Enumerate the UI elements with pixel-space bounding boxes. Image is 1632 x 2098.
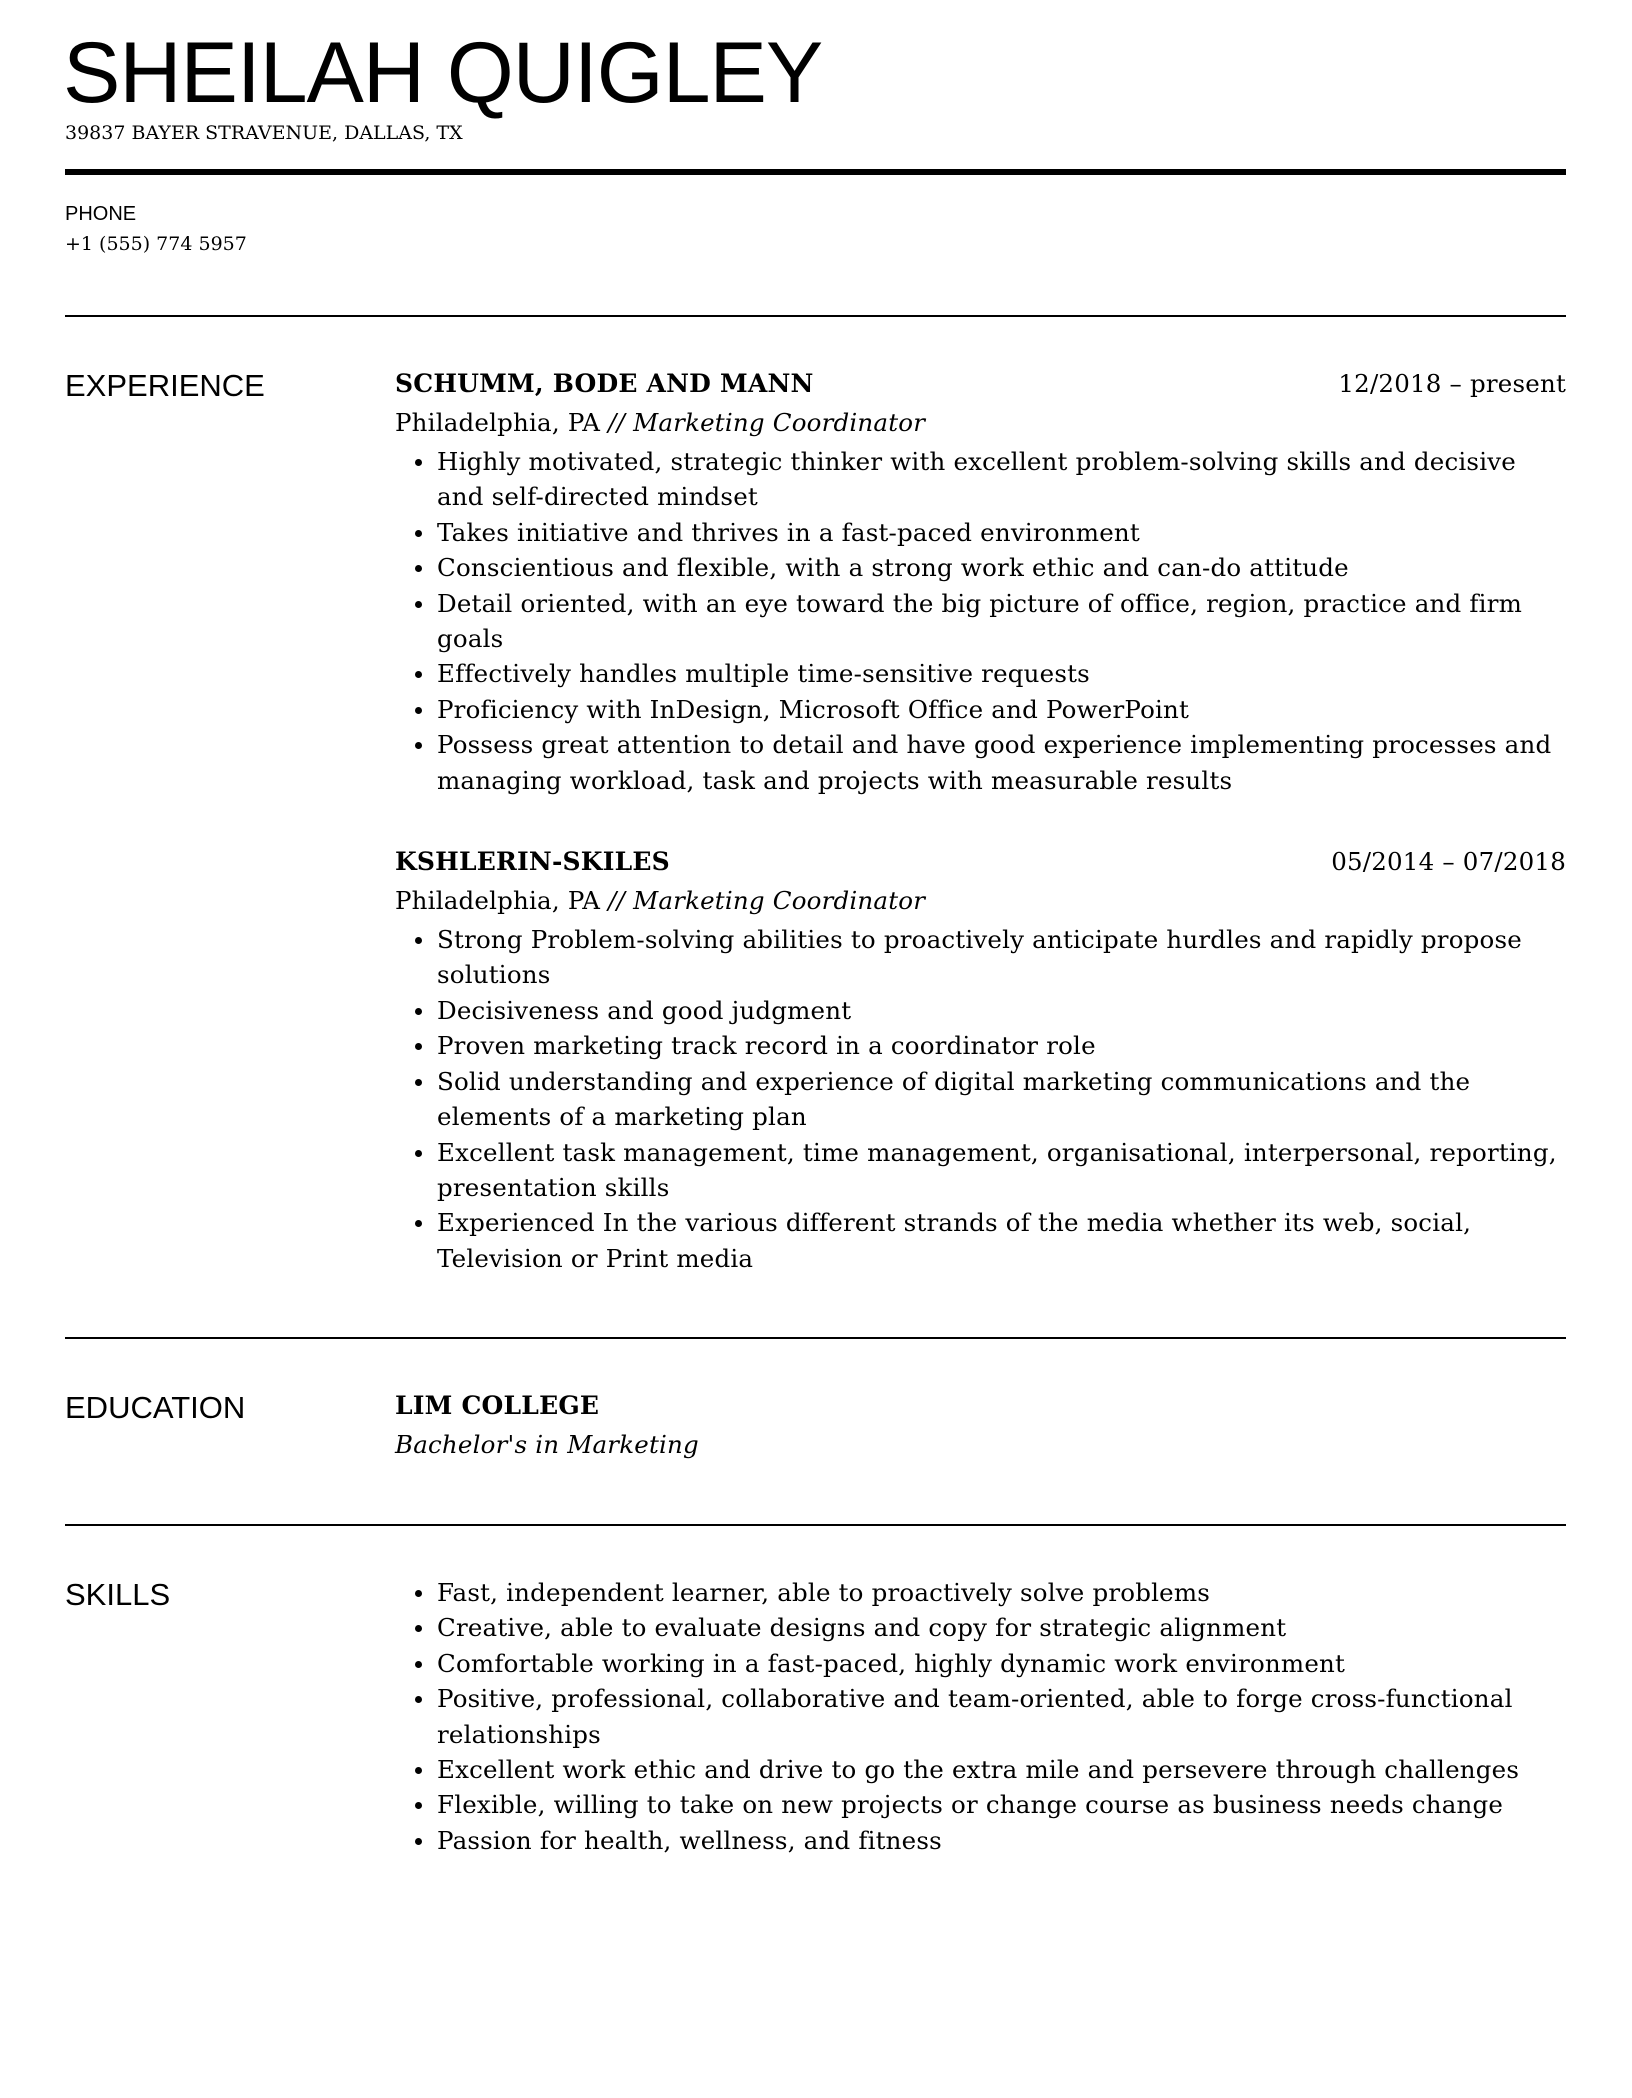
job-dates: 05/2014 – 07/2018 (1331, 847, 1566, 877)
list-item: Passion for health, wellness, and fitness (437, 1823, 1566, 1858)
list-item: Proficiency with InDesign, Microsoft Office and PowerPoint (437, 692, 1566, 727)
list-item: Comfortable working in a fast-paced, highly dynamic work environment (437, 1646, 1566, 1681)
job-dates: 12/2018 – present (1338, 369, 1566, 398)
education-heading: EDUCATION (65, 1390, 246, 1425)
list-item: Possess great attention to detail and have good experience implementing processes and managing workload, task and projects with measurable results (437, 727, 1566, 798)
job-entry (395, 842, 1566, 1276)
experience-list (395, 364, 1566, 1320)
job-entry (395, 364, 1566, 798)
list-item: Strong Problem-solving abilities to proactively anticipate hurdles and rapidly propose solutions (437, 922, 1566, 993)
skills-heading: SKILLS (65, 1577, 171, 1612)
skills-list (395, 1575, 1566, 1858)
list-item: Proven marketing track record in a coordinator role (437, 1028, 1566, 1063)
list-item: Positive, professional, collaborative and team-oriented, able to forge cross-functional relationships (437, 1681, 1566, 1752)
candidate-name: SHEILAH QUIGLEY (63, 25, 823, 121)
separator: // (600, 886, 634, 916)
section-divider (65, 315, 1566, 317)
school-name: LIM COLLEGE (395, 1391, 600, 1420)
company-name: SCHUMM, BODE AND MANN (395, 369, 814, 398)
phone-label: PHONE (65, 203, 137, 225)
list-item: Solid understanding and experience of digital marketing communications and the elements of a marketing plan (437, 1064, 1566, 1135)
section-divider (65, 1524, 1566, 1526)
list-item: Creative, able to evaluate designs and copy for strategic alignment (437, 1610, 1566, 1645)
list-item: Conscientious and flexible, with a strong work ethic and can-do attitude (437, 550, 1566, 585)
list-item: Experienced In the various different strands of the media whether its web, social, Television or Print media (437, 1205, 1566, 1276)
header-divider (65, 169, 1566, 175)
list-item: Excellent task management, time management, organisational, interpersonal, reporting, presentation skills (437, 1135, 1566, 1206)
separator: // (600, 408, 634, 437)
company-name: KSHLERIN-SKILES (395, 847, 670, 877)
education-entry (395, 1386, 1566, 1464)
job-location: Philadelphia, PA (395, 886, 601, 916)
degree: Bachelor's in Marketing (395, 1430, 699, 1459)
list-item: Detail oriented, with an eye toward the big picture of office, region, practice and firm goals (437, 586, 1566, 657)
job-bullets (395, 922, 1566, 1276)
job-role: Marketing Coordinator (633, 886, 926, 916)
list-item: Highly motivated, strategic thinker with excellent problem-solving skills and decisive and self-directed mindset (437, 444, 1566, 515)
experience-heading: EXPERIENCE (65, 368, 265, 403)
list-item: Decisiveness and good judgment (437, 993, 1566, 1028)
list-item: Fast, independent learner, able to proactively solve problems (437, 1575, 1566, 1610)
list-item: Effectively handles multiple time-sensitive requests (437, 656, 1566, 691)
job-location: Philadelphia, PA (395, 408, 601, 437)
list-item: Takes initiative and thrives in a fast-paced environment (437, 515, 1566, 550)
section-divider (65, 1337, 1566, 1339)
address: 39837 BAYER STRAVENUE, DALLAS, TX (65, 122, 463, 144)
list-item: Flexible, willing to take on new projects or change course as business needs change (437, 1787, 1566, 1822)
job-role: Marketing Coordinator (633, 408, 926, 437)
phone-value: +1 (555) 774 5957 (65, 233, 247, 255)
list-item: Excellent work ethic and drive to go the extra mile and persevere through challenges (437, 1752, 1566, 1787)
job-bullets (395, 444, 1566, 798)
